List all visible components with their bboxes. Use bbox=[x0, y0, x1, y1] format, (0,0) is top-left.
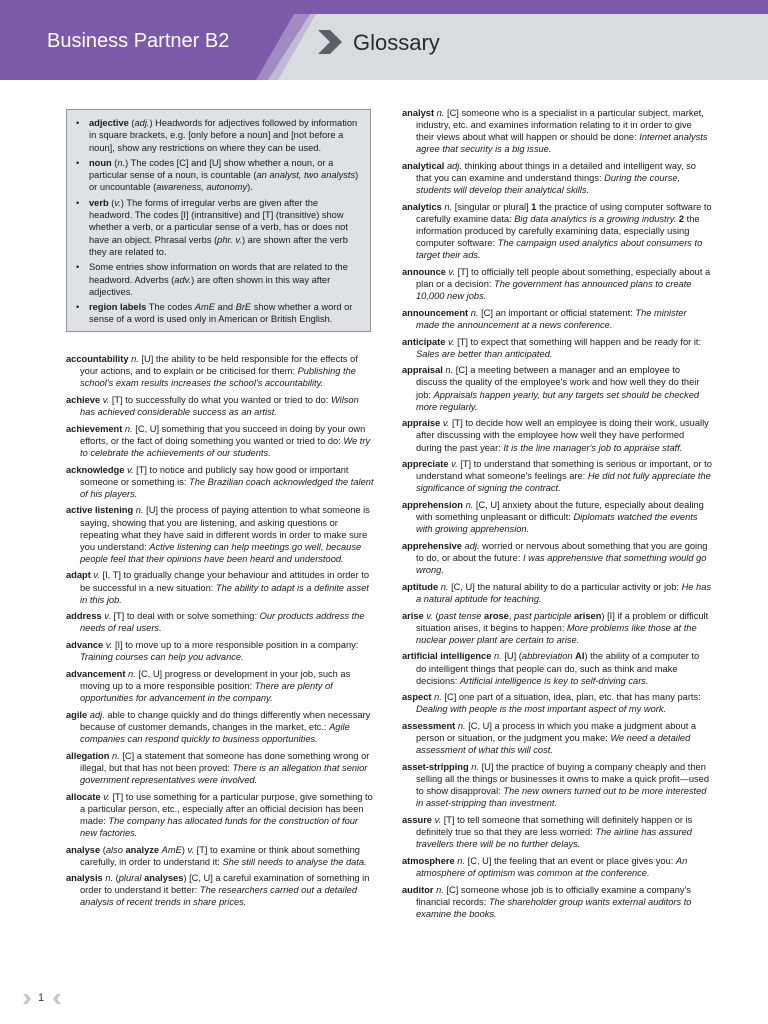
definition-text: and bbox=[214, 302, 236, 313]
definition-text: ) or uncountable ( bbox=[89, 170, 359, 193]
grammar-label: v. bbox=[126, 464, 134, 475]
headword: noun bbox=[89, 157, 112, 168]
headword: allocate bbox=[66, 791, 101, 802]
headword: analysis bbox=[66, 873, 103, 884]
example-sentence: Dealing with people is the most important aspect of my work. bbox=[416, 704, 667, 715]
definition-text: [U] the ability to be held responsible for the effects of your actions, and to explain or be criticised for them: bbox=[80, 354, 358, 377]
usage-note bbox=[75, 157, 360, 194]
grammar-label: phr. v. bbox=[217, 234, 242, 245]
grammar-label: v. bbox=[114, 197, 121, 208]
grammar-label: n. bbox=[128, 668, 136, 679]
example-sentence: An atmosphere of optimism was common at the conference. bbox=[416, 855, 688, 878]
definition-text: ) are often shown in this way after adjectives. bbox=[89, 274, 331, 297]
headword: address bbox=[66, 611, 102, 622]
grammar-label: adj. bbox=[446, 160, 462, 171]
definition-text: the information produced by carefully examining data, especially using computer software: bbox=[416, 213, 700, 249]
glossary-entry bbox=[402, 581, 712, 605]
grammar-label: n. bbox=[434, 692, 442, 703]
headword: achieve bbox=[66, 394, 101, 405]
example-sentence: There is an allegation that senior government representatives were involved. bbox=[80, 762, 368, 785]
headword: advance bbox=[66, 640, 104, 651]
page-number: 1 bbox=[38, 992, 45, 1004]
definition-text: ) the ability of a computer to do intelligent things that people can do, such as think and make decisions: bbox=[416, 651, 700, 686]
glossary-entry bbox=[66, 844, 376, 868]
example-sentence: Training courses can help you advance. bbox=[80, 652, 244, 663]
headword: adjective bbox=[89, 118, 129, 128]
grammar-label: v. bbox=[93, 570, 100, 581]
definition-text: ) Headwords for adjectives followed by information in square brackets, e.g. [only before a noun] and [not before a noun], show any restrictions on where they can be used. bbox=[89, 118, 358, 153]
headword: apprehension bbox=[402, 500, 463, 511]
grammar-label: n. bbox=[493, 651, 502, 662]
glossary-entry bbox=[402, 307, 712, 331]
definition-text: ) are shown after the verb they are related to. bbox=[89, 234, 348, 257]
example-sentence: The shareholder group wants external auditors to examine the books. bbox=[416, 896, 692, 919]
grammar-label: v. bbox=[442, 418, 450, 429]
glossary-entry bbox=[66, 639, 376, 663]
glossary-entry bbox=[402, 691, 712, 715]
definition-text: , bbox=[508, 610, 515, 621]
example-sentence: She still needs to analyse the data. bbox=[222, 856, 367, 867]
glossary-entry bbox=[66, 504, 376, 564]
usage-note bbox=[75, 261, 360, 298]
grammar-label: v. bbox=[187, 844, 195, 855]
headword: analytics bbox=[402, 201, 442, 212]
definition-text: [singular or plural] bbox=[452, 201, 532, 212]
glossary-entry bbox=[402, 458, 712, 494]
example-sentence: Big data analytics is a growing industry. bbox=[514, 213, 677, 224]
definition-text: [C] someone whose job is to officially examine a company's financial records: bbox=[416, 884, 691, 907]
glossary-entry bbox=[402, 107, 712, 155]
grammar-label: n. bbox=[112, 750, 120, 761]
grammar-label: adj. bbox=[134, 118, 150, 128]
example-sentence: More problems like those at the nuclear power plant are certain to arise. bbox=[416, 622, 697, 645]
headword: analyse bbox=[66, 844, 101, 855]
definition-text: [C] one part of a situation, idea, plan, etc. that has many parts: bbox=[441, 692, 701, 703]
usage-note bbox=[75, 117, 360, 154]
example-sentence: We try to celebrate the achievements of our students. bbox=[80, 435, 371, 458]
grammar-label: v. bbox=[451, 459, 458, 470]
definition-text: the practice of using computer software to carefully examine data: bbox=[416, 201, 712, 224]
definition-text: [T] to decide how well an employee is doing their work, usually after discussing with the employee how well they have performed during the past year: bbox=[416, 418, 709, 453]
headword: appraisal bbox=[402, 365, 443, 376]
definition-text: show whether a word or sense of a word is used only in American or British English. bbox=[89, 302, 353, 325]
glossary-column-left bbox=[66, 353, 376, 913]
example-sentence: Active listening can help meetings go well, because people feel that their opinions have been heard and understood. bbox=[80, 541, 362, 564]
example-sentence: The airline has assured travellers there will be no further delays. bbox=[416, 827, 692, 850]
example-sentence: The new owners turned out to be more interested in asset-stripping than investment. bbox=[416, 786, 707, 809]
definition-text: [T] to understand that something is serious or important, or to understand what someone's feelings are: bbox=[416, 459, 712, 482]
definition-text: able to change quickly and do things differently when necessary because of customer demands, changes in the market, etc.: bbox=[80, 709, 371, 732]
definition-text: [C, U] anxiety about the future, especially about dealing with something unpleasant or difficult: bbox=[416, 500, 704, 523]
grammar-label: past participle bbox=[514, 610, 572, 621]
example-sentence: Artificial intelligence is key to self-driving cars. bbox=[459, 675, 649, 686]
headword: announce bbox=[402, 266, 446, 277]
headword: analyze bbox=[125, 844, 160, 855]
example-sentence: The researchers carried out a detailed analysis of recent trends in share prices. bbox=[80, 885, 358, 908]
example-sentence: The campaign used analytics about consumers to target their ads. bbox=[416, 238, 703, 261]
grammar-label: n. bbox=[117, 157, 126, 168]
grammar-label: n. bbox=[445, 365, 454, 376]
definition-text: [T] to tell someone that something will definitely happen or is definitely true so that they are less worried: bbox=[416, 814, 693, 838]
grammar-label: n. bbox=[470, 307, 479, 318]
definition-text: [T] to notice and publicly say how good or important someone or something is: bbox=[80, 464, 349, 487]
definition-text: [C, U] the feeling that an event or place gives you: bbox=[465, 855, 676, 866]
definition-text: ( bbox=[100, 844, 106, 855]
example-sentence: Diplomats watched the events with growing apprehension. bbox=[416, 512, 698, 535]
headword: announcement bbox=[402, 307, 469, 318]
headword: aspect bbox=[402, 692, 432, 703]
headword: analytical bbox=[402, 160, 445, 171]
glossary-entry bbox=[66, 423, 376, 459]
headword: arise bbox=[402, 610, 424, 621]
example-sentence: He has a natural aptitude for teaching. bbox=[416, 581, 712, 604]
page-header bbox=[0, 0, 768, 80]
headword: 1 bbox=[531, 201, 537, 212]
example-sentence: Internet analysts agree that security is a big issue. bbox=[416, 132, 708, 155]
headword: aptitude bbox=[402, 581, 439, 592]
headword: agile bbox=[66, 709, 88, 720]
glossary-entry bbox=[66, 610, 376, 634]
glossary-entry bbox=[402, 364, 712, 412]
grammar-label: n. bbox=[471, 762, 479, 772]
definition-text: [T] to deal with or solve something: bbox=[110, 611, 260, 622]
definition-text: [C] a meeting between a manager and an employee to discuss the quality of the employee's work and how well they do their job: bbox=[416, 365, 700, 400]
example-sentence: I was apprehensive that something would go wrong. bbox=[416, 553, 707, 576]
example-sentence: It is the line manager's job to appraise staff. bbox=[503, 442, 683, 453]
glossary-entry bbox=[402, 201, 712, 261]
example-sentence: Our products address the needs of real users. bbox=[80, 611, 365, 634]
glossary-entry bbox=[402, 650, 712, 686]
grammar-label: n. bbox=[444, 201, 453, 212]
grammar-label: n. bbox=[135, 505, 144, 516]
example-sentence: Publishing the school's exam results increases the school's accountability. bbox=[80, 366, 356, 389]
glossary-entry bbox=[402, 540, 712, 576]
definition-text: [T] to officially tell people about something, especially about a plan or a decision: bbox=[416, 266, 711, 289]
definition-text: [C, U] something that you succeed in doing by your own efforts, or the fact of doing something you wanted or tried to do: bbox=[80, 423, 366, 446]
definition-text: [T] to expect that something will happen and be ready for it: bbox=[454, 336, 702, 347]
grammar-label: v. bbox=[104, 611, 111, 622]
glossary-entry bbox=[66, 750, 376, 786]
example-sentence: We need a detailed assessment of what this will cost. bbox=[416, 733, 691, 756]
example-sentence: The minister made the announcement at a news conference. bbox=[416, 307, 687, 330]
grammar-label: n. bbox=[436, 884, 444, 895]
grammar-label: v. bbox=[426, 610, 433, 621]
headword: anticipate bbox=[402, 336, 446, 347]
definition-text: ( bbox=[113, 873, 119, 884]
definition-text: ( bbox=[111, 157, 118, 168]
headword: achievement bbox=[66, 423, 123, 434]
grammar-label: v. bbox=[103, 791, 110, 802]
glossary-entry bbox=[402, 499, 712, 535]
glossary-entry bbox=[402, 855, 712, 879]
headword: arisen bbox=[574, 610, 602, 621]
example-sentence: The government has announced plans to create 10,000 new jobs. bbox=[416, 279, 692, 302]
glossary-entry bbox=[402, 814, 712, 850]
definition-text: [T] to examine or think about something carefully, in order to understand it: bbox=[80, 844, 360, 867]
definition-text: [C] someone who is a specialist in a particular subject, market, industry, etc. and examines information relating to it in order to give their views about what will happen or should be done: bbox=[416, 108, 704, 143]
glossary-entry bbox=[66, 353, 376, 389]
grammar-label: adj. bbox=[464, 540, 480, 551]
example-sentence: Appraisals happen yearly, but any targets set should be checked more regularly. bbox=[416, 389, 700, 412]
glossary-entry bbox=[402, 266, 712, 302]
headword: AI bbox=[575, 651, 585, 662]
grammar-label: v. bbox=[434, 814, 442, 825]
definition-text: [C, U] the natural ability to do a particular activity or job: bbox=[448, 581, 682, 592]
headword: allegation bbox=[66, 750, 110, 761]
grammar-label: plural bbox=[118, 873, 142, 884]
example-sentence: There are plenty of opportunities for advancement in the company. bbox=[80, 681, 333, 704]
headword: verb bbox=[89, 197, 109, 208]
definition-text: [I, T] to gradually change your behaviour and attitudes in order to be successful in a new situation: bbox=[80, 570, 370, 593]
grammar-label: v. bbox=[448, 266, 456, 277]
example-sentence: Wilson has achieved considerable success as an artist. bbox=[80, 394, 359, 417]
definition-text: ( bbox=[432, 610, 439, 621]
glossary-entry bbox=[66, 668, 376, 704]
grammar-label: n. bbox=[457, 855, 466, 866]
headword: analyses bbox=[144, 873, 184, 884]
glossary-entry bbox=[66, 394, 376, 418]
glossary-entry bbox=[66, 709, 376, 745]
definition-text: [I] to move up to a more responsible position in a company: bbox=[112, 640, 359, 651]
glossary-entry bbox=[402, 160, 712, 196]
glossary-entry bbox=[66, 464, 376, 500]
headword: appraise bbox=[402, 418, 441, 429]
grammar-label: v. bbox=[448, 336, 455, 347]
example-sentence: awareness, autonomy bbox=[156, 182, 248, 193]
chevron-left-icon bbox=[52, 993, 62, 1005]
example-sentence: AmE bbox=[194, 302, 215, 313]
definition-text: [T] to use something for a particular purpose, give something to a particular person, etc., especially after an official decision has been made: bbox=[80, 791, 373, 826]
glossary-entry bbox=[66, 569, 376, 605]
glossary-entry bbox=[402, 417, 712, 453]
grammar-label: v. bbox=[102, 394, 110, 405]
definition-text: ). bbox=[247, 182, 253, 193]
grammar-label: abbreviation bbox=[521, 651, 573, 662]
definition-text: [U] the practice of buying a company cheaply and then selling all the things or businesses it owns to make a quick profit—used to show disapproval: bbox=[416, 762, 710, 797]
headword: apprehensive bbox=[402, 540, 462, 551]
grammar-label: adv. bbox=[174, 274, 192, 285]
definition-text: [C, U] a process in which you make a judgment about a person or situation, or the judgment you make: bbox=[416, 721, 697, 744]
glossary-column-right bbox=[402, 107, 712, 925]
grammar-label: n. bbox=[131, 354, 139, 364]
definition-text: [U] the process of paying attention to what someone is saying, showing that you are listening, and asking questions or repeating what they have said in different words in order to make sure you understand: bbox=[80, 505, 370, 552]
definition-text: ) The codes [C] and [U] show whether a noun, or a particular sense of a noun, is countable ( bbox=[89, 157, 334, 181]
grammar-label: n. bbox=[105, 873, 114, 884]
definition-text: [U] ( bbox=[501, 651, 522, 662]
headword: appreciate bbox=[402, 459, 449, 470]
headword: assure bbox=[402, 814, 432, 825]
definition-text: ) [I] if a problem or difficult situation arises, it begins to happen: bbox=[416, 610, 709, 633]
glossary-entry bbox=[66, 791, 376, 839]
headword: atmosphere bbox=[402, 855, 455, 866]
definition-text: [C, U] progress or development in your job, such as moving up to a more responsible position: bbox=[80, 668, 351, 691]
definition-text: thinking about things in a detailed and intelligent way, so that you can examine and understand things: bbox=[416, 160, 696, 184]
chevron-right-icon bbox=[22, 993, 32, 1005]
headword: artificial intelligence bbox=[402, 651, 492, 662]
grammar-label: also bbox=[105, 844, 123, 855]
definition-text: [T] to successfully do what you wanted or tried to do: bbox=[109, 394, 331, 405]
glossary-entry bbox=[402, 610, 712, 646]
example-sentence: BrE bbox=[235, 302, 252, 313]
example-sentence: Agile companies can respond quickly to business opportunities. bbox=[80, 721, 350, 744]
example-sentence: Sales are better than anticipated. bbox=[416, 348, 553, 359]
grammar-label: n. bbox=[440, 581, 449, 592]
headword: accountability bbox=[66, 354, 129, 364]
headword: assessment bbox=[402, 721, 456, 732]
definition-text: The codes bbox=[146, 302, 195, 313]
grammar-label: n. bbox=[436, 108, 445, 118]
example-sentence: He did not fully appreciate the significance of signing the contract. bbox=[416, 471, 711, 494]
example-sentence: The company has allocated funds for the construction of four new factories. bbox=[80, 815, 359, 838]
example-sentence: an analyst, two analysts bbox=[256, 170, 356, 181]
grammar-label: n. bbox=[457, 721, 466, 732]
glossary-entry bbox=[402, 720, 712, 756]
definition-text: ) [C, U] a careful examination of something in order to understand it better: bbox=[80, 873, 370, 896]
glossary-entry bbox=[66, 872, 376, 908]
definition-text: worried or nervous about something that you are going to do, or about the future: bbox=[416, 540, 708, 564]
usage-note bbox=[75, 197, 360, 258]
usage-notes-box bbox=[66, 109, 371, 332]
grammar-label: n. bbox=[465, 500, 474, 511]
grammar-label: adj. bbox=[89, 709, 105, 720]
definition-text: ) bbox=[181, 844, 188, 855]
definition-text: [C] a statement that someone has done something wrong or illegal, but that has not been proved: bbox=[80, 750, 370, 773]
example-sentence: The ability to adapt is a definite asset in this job. bbox=[80, 582, 369, 605]
headword: advancement bbox=[66, 668, 126, 679]
page-footer bbox=[22, 992, 82, 1006]
glossary-entry bbox=[402, 336, 712, 360]
headword: arose bbox=[484, 610, 509, 621]
headword: asset-stripping bbox=[402, 762, 469, 772]
headword: adapt bbox=[66, 570, 91, 581]
usage-note bbox=[75, 301, 360, 326]
grammar-label: v. bbox=[105, 640, 113, 651]
headword: acknowledge bbox=[66, 464, 125, 475]
definition-text: ) The forms of irregular verbs are given after the headword. The codes [I] (intransitive) and [T] (transitive) show whether a verb, or a particular sense of a verb, has or does not have an object. Phrasal verbs ( bbox=[89, 197, 348, 245]
section-title: Glossary bbox=[353, 30, 440, 55]
grammar-label: past tense bbox=[438, 610, 482, 621]
headword: region labels bbox=[89, 302, 147, 313]
definition-text: Some entries show information on words that are related to the headword. Adverbs ( bbox=[89, 262, 348, 285]
grammar-label: n. bbox=[124, 423, 133, 434]
example-sentence: The Brazilian coach acknowledged the talent of his players. bbox=[80, 476, 374, 499]
definition-text: [C] an important or official statement: bbox=[478, 307, 636, 318]
definition-text: ( bbox=[108, 197, 115, 208]
grammar-label: AmE bbox=[161, 844, 182, 855]
headword: active listening bbox=[66, 505, 134, 516]
glossary-entry bbox=[402, 884, 712, 920]
definition-text: ( bbox=[128, 118, 135, 128]
example-sentence: During the course, students will develop their analytical skills. bbox=[416, 173, 681, 196]
headword: auditor bbox=[402, 884, 434, 895]
headword: 2 bbox=[678, 213, 685, 224]
headword: analyst bbox=[402, 108, 435, 118]
book-title: Business Partner B2 bbox=[47, 30, 230, 52]
usage-notes-list bbox=[75, 117, 360, 326]
glossary-entry bbox=[402, 761, 712, 809]
